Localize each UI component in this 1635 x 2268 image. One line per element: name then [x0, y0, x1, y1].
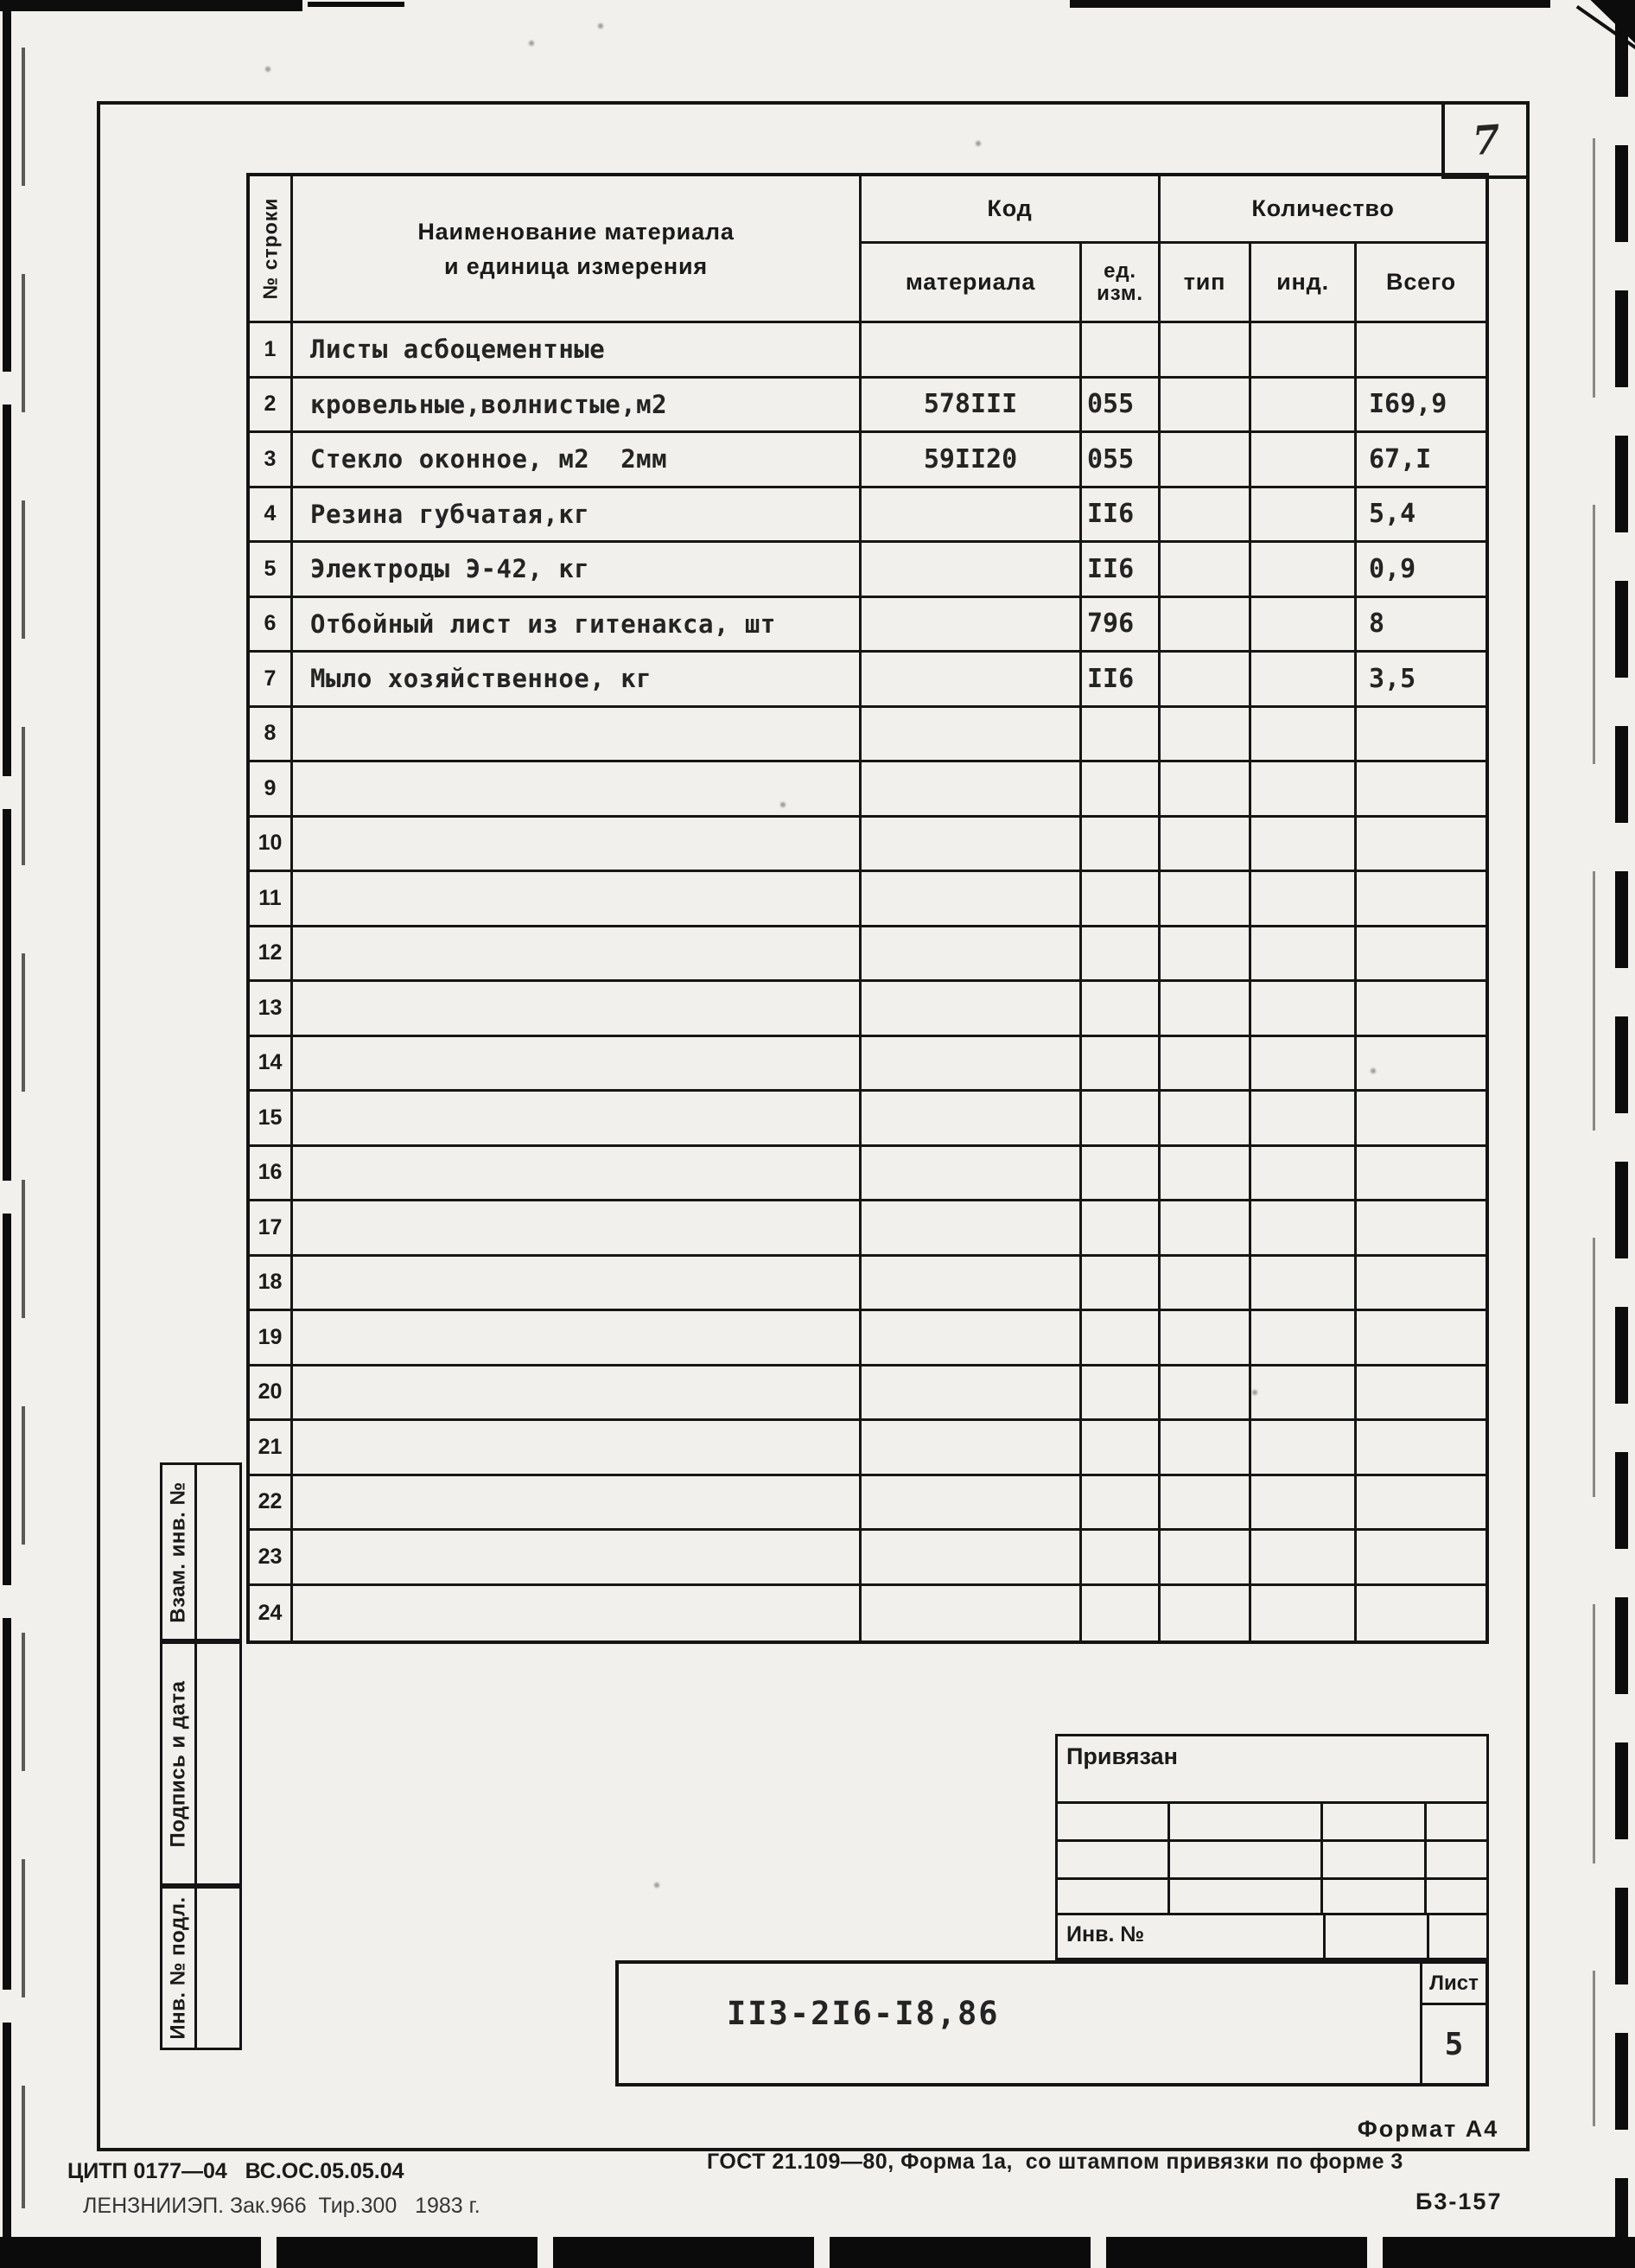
- cell-material-name: Стекло оконное, м2 2мм: [293, 433, 862, 486]
- table-header: [250, 176, 1485, 323]
- cell-type: [1161, 653, 1251, 705]
- footer-citp-code: ЦИТП 0177—04 ВС.ОС.05.05.04: [67, 2159, 404, 2183]
- cell-total: [1357, 1421, 1485, 1474]
- cell-unit-code: [1082, 1201, 1161, 1254]
- cell-total: 67,I: [1369, 443, 1432, 475]
- scan-speck: [529, 41, 534, 46]
- cell-material-code: [862, 323, 1082, 376]
- scan-artifact-top-bar: [0, 0, 302, 11]
- cell-ind: [1251, 1586, 1357, 1641]
- cell-material-code: [862, 1531, 1082, 1583]
- cell-material-name: [293, 818, 862, 870]
- cell-row-number: 18: [250, 1257, 293, 1309]
- col-subheader-total: Всего: [1386, 269, 1456, 295]
- cell-total: [1357, 708, 1485, 761]
- stamp-grid-row: [1058, 1842, 1486, 1880]
- cell-material-name: [293, 708, 862, 761]
- cell-material-name: [293, 1476, 862, 1529]
- table-row: [250, 1201, 1485, 1257]
- cell-row-number: 9: [250, 762, 293, 815]
- cell-material-code: [862, 708, 1082, 761]
- cell-material-code: [862, 1037, 1082, 1090]
- cell-material-name: [293, 1037, 862, 1090]
- cell-total: I69,9: [1369, 389, 1447, 420]
- scan-artifact-right-edge: [1593, 138, 1595, 2126]
- table-row: [250, 1367, 1485, 1422]
- cell-material-code: [862, 1311, 1082, 1364]
- cell-ind: [1251, 982, 1357, 1035]
- col-header-name: [293, 176, 862, 321]
- cell-type: [1161, 488, 1251, 541]
- cell-unit-code: [1082, 818, 1161, 870]
- cell-row-number: 21: [250, 1421, 293, 1474]
- cell-ind: [1251, 433, 1357, 486]
- cell-material-code: [862, 1147, 1082, 1200]
- scan-artifact-top-bar: [308, 2, 404, 7]
- table-row: [250, 1037, 1485, 1093]
- cell-total: 8: [1369, 608, 1385, 640]
- cell-material-code: [862, 982, 1082, 1035]
- table-row: [250, 708, 1485, 763]
- table-row: [250, 1531, 1485, 1586]
- table-row: [250, 1421, 1485, 1476]
- cell-unit-code: [1082, 1586, 1161, 1641]
- cell-material-name: [293, 762, 862, 815]
- table-row: [250, 927, 1485, 983]
- cell-unit-code: [1082, 1092, 1161, 1144]
- cell-material-code: [862, 488, 1082, 541]
- cell-ind: [1251, 1092, 1357, 1144]
- cell-material-code: [862, 653, 1082, 705]
- cell-total: [1357, 1476, 1485, 1529]
- cell-material-name: [293, 1367, 862, 1419]
- cell-material-name: [293, 1257, 862, 1309]
- page-number-box: [1441, 105, 1528, 179]
- cell-unit-code: II6: [1082, 488, 1161, 541]
- sheet-cell: [1420, 1964, 1485, 2083]
- table-row: [250, 379, 1485, 434]
- cell-unit-code: [1082, 1037, 1161, 1090]
- table-row: [250, 1092, 1485, 1147]
- cell-total: [1357, 1201, 1485, 1254]
- cell-ind: [1251, 1421, 1357, 1474]
- cell-unit-code: [1082, 982, 1161, 1035]
- cell-ind: [1251, 543, 1357, 596]
- cell-ind: [1251, 1531, 1357, 1583]
- cell-type: [1161, 379, 1251, 431]
- cell-material-name: [293, 1586, 862, 1641]
- inv-podl-label: Инв. № подл.: [166, 1896, 190, 2040]
- cell-type: [1161, 982, 1251, 1035]
- cell-row-number: 8: [250, 708, 293, 761]
- cell-type: [1161, 543, 1251, 596]
- cell-total: [1357, 323, 1485, 376]
- cell-total: 3,5: [1369, 663, 1416, 694]
- cell-type: [1161, 1037, 1251, 1090]
- cell-total: [1357, 1367, 1485, 1419]
- sidebar-box-vzam-inv: [160, 1462, 242, 1641]
- cell-material-code: [862, 1092, 1082, 1144]
- cell-total: [1357, 762, 1485, 815]
- sidebar-blank-cell: [197, 1644, 239, 1883]
- table-row: [250, 1147, 1485, 1202]
- cell-ind: [1251, 1257, 1357, 1309]
- table-row: [250, 1586, 1485, 1641]
- cell-type: [1161, 927, 1251, 980]
- cell-type: [1161, 1531, 1251, 1583]
- table-row: [250, 1311, 1485, 1367]
- row-number-header-label: № строки: [258, 197, 281, 300]
- cell-type: [1161, 762, 1251, 815]
- cell-row-number: 4: [250, 488, 293, 541]
- cell-type: [1161, 818, 1251, 870]
- cell-row-number: 14: [250, 1037, 293, 1090]
- cell-total: [1357, 1311, 1485, 1364]
- table-row: [250, 488, 1485, 544]
- sidebar-box-podpis-data: [160, 1641, 242, 1886]
- cell-total: [1357, 1037, 1485, 1090]
- table-row: [250, 1476, 1485, 1532]
- cell-total: [1357, 1531, 1485, 1583]
- cell-unit-code: [1082, 708, 1161, 761]
- cell-row-number: 13: [250, 982, 293, 1035]
- binding-stamp: [1055, 1734, 1489, 1960]
- cell-ind: [1251, 1201, 1357, 1254]
- cell-unit-code: II6: [1082, 653, 1161, 705]
- table-row: [250, 323, 1485, 379]
- cell-ind: [1251, 708, 1357, 761]
- sidebar-blank-cell: [197, 1889, 239, 2048]
- cell-row-number: 3: [250, 433, 293, 486]
- cell-material-code: 59II20: [862, 433, 1082, 486]
- cell-type: [1161, 598, 1251, 651]
- cell-material-name: [293, 1092, 862, 1144]
- cell-material-code: [862, 1421, 1082, 1474]
- cell-type: [1161, 1257, 1251, 1309]
- title-block: [615, 1960, 1489, 2086]
- cell-type: [1161, 1476, 1251, 1529]
- cell-material-name: [293, 872, 862, 925]
- cell-material-name: [293, 927, 862, 980]
- cell-material-name: [293, 1311, 862, 1364]
- cell-unit-code: [1082, 927, 1161, 980]
- col-header-quantity: Количество: [1161, 176, 1485, 244]
- sidebar-label-cell: [162, 1644, 197, 1883]
- cell-ind: [1251, 598, 1357, 651]
- footer-publisher-line: ЛЕНЗНИИЭП. Зак.966 Тир.300 1983 г.: [83, 2194, 480, 2218]
- name-header-line2: и единица измерения: [444, 252, 708, 279]
- sheet-label: Лист: [1422, 1964, 1485, 2005]
- stamp-inv-row: [1058, 1915, 1486, 1958]
- table-row: [250, 762, 1485, 818]
- scan-artifact-top-bar: [1070, 0, 1550, 8]
- cell-unit-code: [1082, 872, 1161, 925]
- table-row: [250, 982, 1485, 1037]
- col-group-code: [862, 176, 1161, 321]
- cell-material-code: [862, 1476, 1082, 1529]
- cell-row-number: 7: [250, 653, 293, 705]
- cell-material-name: Мыло хозяйственное, кг: [293, 653, 862, 705]
- cell-material-code: 578III: [862, 379, 1082, 431]
- cell-unit-code: [1082, 1311, 1161, 1364]
- cell-unit-code: [1082, 762, 1161, 815]
- cell-row-number: 19: [250, 1311, 293, 1364]
- footer-series-code: Б3-157: [1416, 2188, 1503, 2214]
- cell-ind: [1251, 1037, 1357, 1090]
- cell-material-name: Отбойный лист из гитенакса, шт: [293, 598, 862, 651]
- cell-total: [1357, 1147, 1485, 1200]
- cell-unit-code: [1082, 1476, 1161, 1529]
- cell-unit-code: [1082, 1147, 1161, 1200]
- cell-type: [1161, 872, 1251, 925]
- col-subheader-unit: ед. изм.: [1097, 258, 1143, 305]
- cell-total: [1357, 818, 1485, 870]
- table-row: [250, 1257, 1485, 1312]
- scan-artifact-right-edge: [1615, 0, 1628, 2268]
- col-header-code: Код: [862, 176, 1158, 244]
- cell-row-number: 10: [250, 818, 293, 870]
- podpis-data-label: Подпись и дата: [166, 1680, 190, 1847]
- cell-total: 0,9: [1369, 553, 1416, 584]
- cell-material-name: [293, 1531, 862, 1583]
- page-number: 7: [1471, 115, 1502, 165]
- cell-total: 5,4: [1369, 499, 1416, 530]
- cell-total: [1357, 1257, 1485, 1309]
- sidebar-label-cell: [162, 1465, 197, 1639]
- format-label: Формат А4: [1357, 2116, 1499, 2142]
- cell-ind: [1251, 653, 1357, 705]
- cell-material-code: [862, 1257, 1082, 1309]
- cell-unit-code: 055: [1082, 379, 1161, 431]
- cell-type: [1161, 1367, 1251, 1419]
- table-row: [250, 818, 1485, 873]
- scan-artifact-left-edge: [3, 0, 11, 2268]
- cell-material-name: [293, 1201, 862, 1254]
- cell-row-number: 22: [250, 1476, 293, 1529]
- table-row: [250, 653, 1485, 708]
- name-header-line1: Наименование материала: [417, 218, 735, 245]
- cell-ind: [1251, 1367, 1357, 1419]
- cell-ind: [1251, 488, 1357, 541]
- materials-table: [246, 173, 1489, 1644]
- cell-type: [1161, 1201, 1251, 1254]
- cell-unit-code: 055: [1082, 433, 1161, 486]
- cell-type: [1161, 1586, 1251, 1641]
- cell-material-name: Листы асбоцементные: [293, 323, 862, 376]
- cell-row-number: 6: [250, 598, 293, 651]
- cell-row-number: 24: [250, 1586, 293, 1641]
- scan-artifact-bottom-bar: [0, 2237, 1635, 2268]
- cell-ind: [1251, 323, 1357, 376]
- cell-row-number: 16: [250, 1147, 293, 1200]
- cell-row-number: 2: [250, 379, 293, 431]
- sheet-number: 5: [1444, 2026, 1464, 2062]
- cell-unit-code: [1082, 1257, 1161, 1309]
- cell-material-name: [293, 1421, 862, 1474]
- cell-material-code: [862, 1586, 1082, 1641]
- cell-type: [1161, 1092, 1251, 1144]
- cell-total: [1357, 982, 1485, 1035]
- table-row: [250, 543, 1485, 598]
- vzam-inv-label: Взам. инв. №: [166, 1481, 190, 1623]
- col-group-quantity: [1161, 176, 1485, 321]
- cell-ind: [1251, 1311, 1357, 1364]
- cell-row-number: 17: [250, 1201, 293, 1254]
- stamp-inv-label: Инв. №: [1058, 1915, 1326, 1958]
- cell-unit-code: [1082, 1531, 1161, 1583]
- cell-unit-code: [1082, 323, 1161, 376]
- cell-unit-code: [1082, 1421, 1161, 1474]
- sidebar-blank-cell: [197, 1465, 239, 1639]
- cell-row-number: 12: [250, 927, 293, 980]
- cell-type: [1161, 1311, 1251, 1364]
- col-subheader-ind: инд.: [1251, 244, 1357, 321]
- cell-type: [1161, 708, 1251, 761]
- cell-material-code: [862, 543, 1082, 596]
- scan-artifact-left-edge: [22, 48, 25, 2208]
- col-subheader-material: материала: [862, 244, 1082, 321]
- cell-unit-code: 796: [1082, 598, 1161, 651]
- cell-material-name: [293, 1147, 862, 1200]
- stamp-grid-row: [1058, 1880, 1486, 1915]
- cell-material-code: [862, 927, 1082, 980]
- cell-type: [1161, 323, 1251, 376]
- cell-total: [1357, 1092, 1485, 1144]
- cell-material-code: [862, 1367, 1082, 1419]
- cell-unit-code: [1082, 1367, 1161, 1419]
- sidebar-box-inv-podl: [160, 1886, 242, 2050]
- table-row: [250, 598, 1485, 653]
- cell-type: [1161, 433, 1251, 486]
- cell-row-number: 5: [250, 543, 293, 596]
- cell-total: [1357, 872, 1485, 925]
- col-header-row-number: [250, 176, 293, 321]
- cell-total: [1357, 1586, 1485, 1641]
- table-row: [250, 433, 1485, 488]
- cell-material-code: [862, 598, 1082, 651]
- cell-material-name: Электроды Э-42, кг: [293, 543, 862, 596]
- document-number: II3-2I6-I8,86: [727, 1995, 1000, 2032]
- cell-ind: [1251, 762, 1357, 815]
- stamp-grid-row: [1058, 1804, 1486, 1842]
- cell-row-number: 1: [250, 323, 293, 376]
- sidebar-label-cell: [162, 1889, 197, 2048]
- table-rows: [250, 323, 1485, 1640]
- table-row: [250, 872, 1485, 927]
- cell-type: [1161, 1421, 1251, 1474]
- scan-speck: [598, 23, 603, 29]
- cell-unit-code: II6: [1082, 543, 1161, 596]
- cell-ind: [1251, 1476, 1357, 1529]
- cell-material-name: [293, 982, 862, 1035]
- cell-material-name: Резина губчатая,кг: [293, 488, 862, 541]
- cell-ind: [1251, 379, 1357, 431]
- cell-material-code: [862, 1201, 1082, 1254]
- cell-ind: [1251, 927, 1357, 980]
- cell-material-code: [862, 762, 1082, 815]
- cell-material-code: [862, 872, 1082, 925]
- cell-material-code: [862, 818, 1082, 870]
- cell-ind: [1251, 1147, 1357, 1200]
- col-subheader-type: тип: [1161, 244, 1251, 321]
- cell-row-number: 20: [250, 1367, 293, 1419]
- cell-row-number: 15: [250, 1092, 293, 1144]
- privyazan-label: Привязан: [1058, 1736, 1486, 1804]
- cell-row-number: 23: [250, 1531, 293, 1583]
- cell-type: [1161, 1147, 1251, 1200]
- cell-total: [1357, 927, 1485, 980]
- footer-gost-reference: ГОСТ 21.109—80, Форма 1а, со штампом привязки по форме 3: [707, 2150, 1403, 2174]
- scan-speck: [265, 67, 270, 72]
- cell-ind: [1251, 872, 1357, 925]
- cell-material-name: кровельные,волнистые,м2: [293, 379, 862, 431]
- cell-row-number: 11: [250, 872, 293, 925]
- cell-ind: [1251, 818, 1357, 870]
